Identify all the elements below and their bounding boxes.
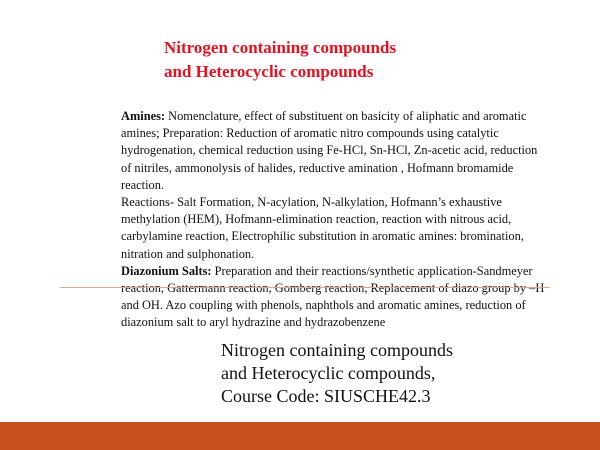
diazonium-label: Diazonium Salts: (121, 263, 212, 278)
reactions-paragraph: Reactions- Salt Formation, N-acylation, N-alkylation, Hofmann’s exhaustive methylation (HEM), Hofmann-elimination reaction, reaction with nitrous acid, carbylamine reaction, Electrophilic substitution in aromatic amines: bromination, nitration and sulphonation. (121, 195, 524, 261)
caption-line-3: Course Code: SIUSCHE42.3 (221, 386, 431, 406)
diazonium-paragraph (121, 263, 549, 332)
caption-line-2: and Heterocyclic compounds, (221, 363, 436, 383)
course-caption (221, 339, 453, 408)
footer-bar (0, 422, 600, 450)
amines-text: Nomenclature, effect of substituent on basicity of aliphatic and aromatic amines; Preparation: Reduction of aromatic nitro compounds using catalytic hydrogenation, chemical reduction using Fe-HCl, Sn-HCl, Zn-acetic acid, reduction of nitriles, ammonolysis of halides, reductive amination , Hofmann bromamide reaction. (121, 109, 538, 192)
slide-title-line-2: and Heterocyclic compounds (164, 62, 374, 81)
divider-line (60, 287, 550, 288)
amines-paragraph (121, 108, 549, 194)
caption-line-1: Nitrogen containing compounds (221, 340, 453, 360)
amines-label: Amines: (121, 109, 166, 123)
slide-title (164, 36, 396, 84)
syllabus-body (121, 108, 549, 332)
slide-title-line-1: Nitrogen containing compounds (164, 38, 397, 57)
diazonium-text: Preparation and their reactions/synthetic application-Sandmeyer reaction, Gattermann reaction, Gomberg reaction, Replacement of diazo group by –H and OH. Azo coupling with phenols, naphthols and aromatic amines, reduction of diazonium salt to aryl hydrazine and hydrazobenzene (121, 263, 545, 330)
